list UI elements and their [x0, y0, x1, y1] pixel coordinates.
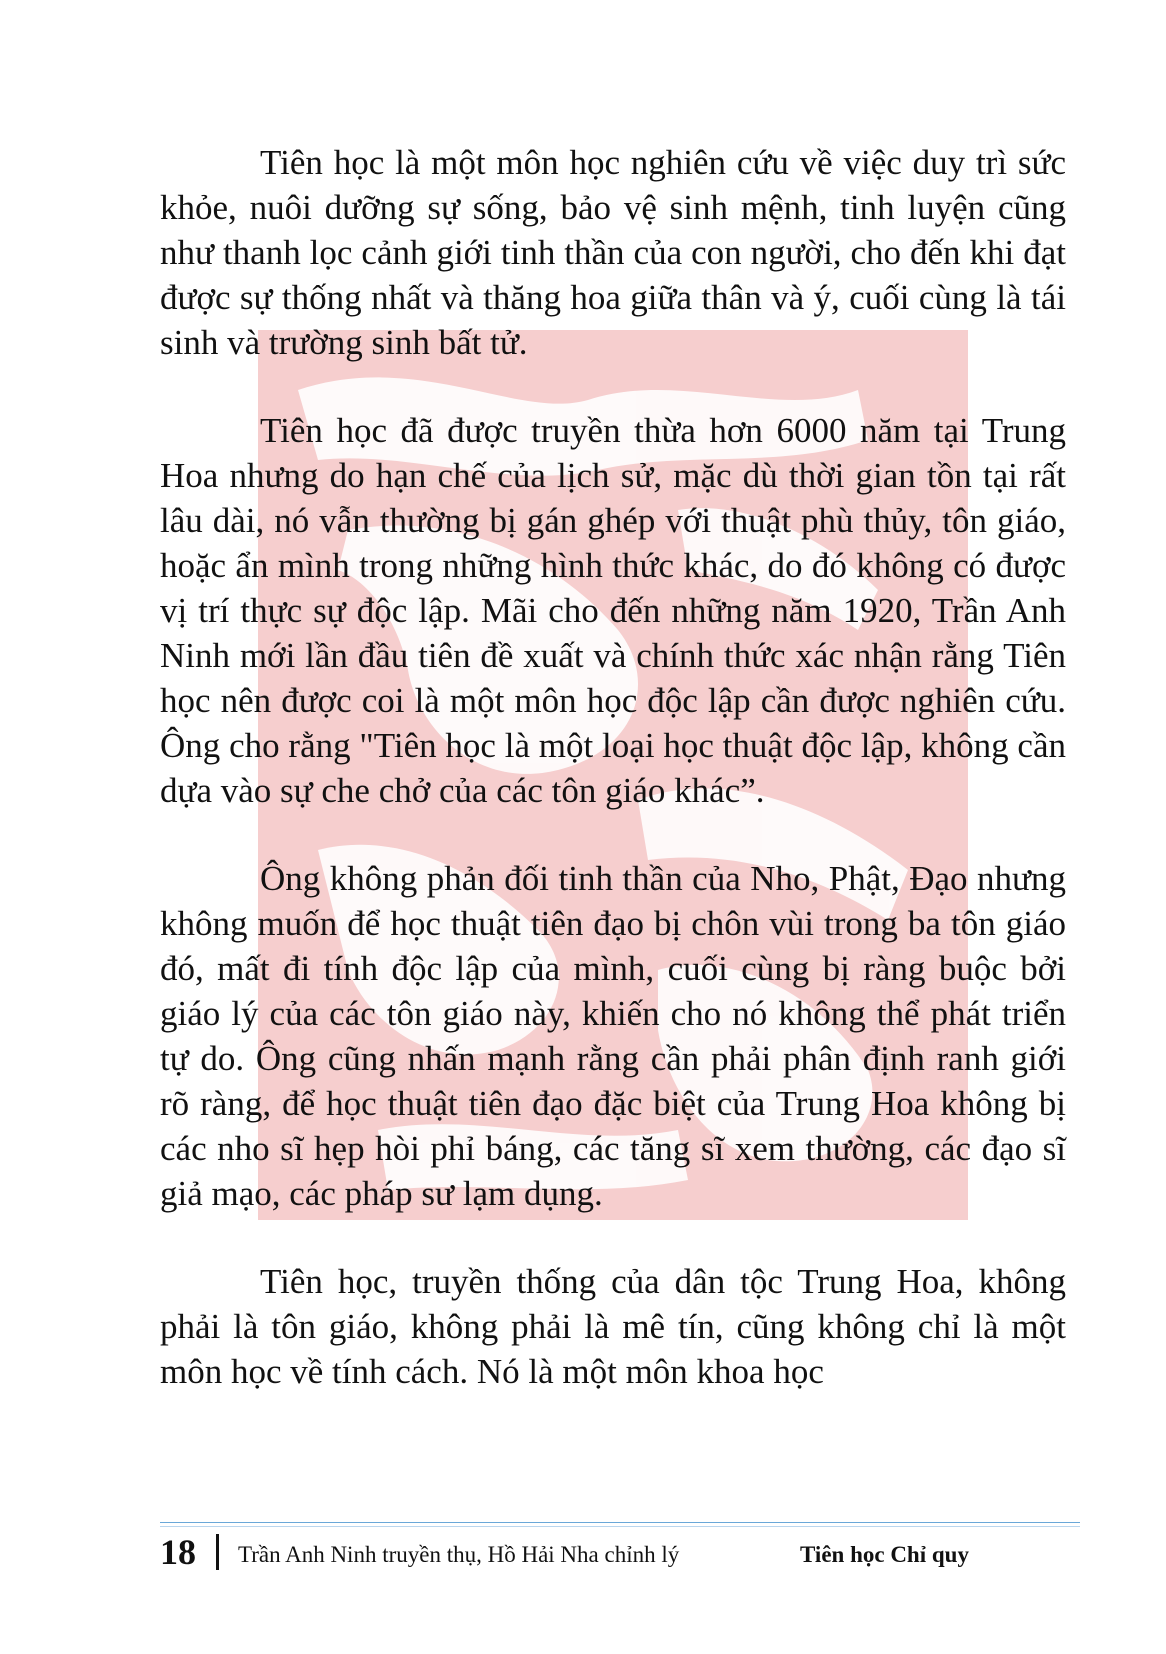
- footer-separator: [216, 1534, 219, 1570]
- main-text: [160, 140, 1066, 1437]
- paragraph: Tiên học là một môn học nghiên cứu về việc duy trì sức khỏe, nuôi dưỡng sự sống, bảo vệ sinh mệnh, tinh luyện cũng như thanh lọc cảnh giới tinh thần của con người, cho đến khi đạt được sự thống nhất và thăng hoa giữa thân và ý, cuối cùng là tái sinh và trường sinh bất tử.: [160, 143, 1066, 362]
- paragraph: Tiên học, truyền thống của dân tộc Trung Hoa, không phải là tôn giáo, không phải là mê tín, cũng không chỉ là một môn học về tính cách. Nó là một môn khoa học: [160, 1262, 1066, 1391]
- footer-credit: Trần Anh Ninh truyền thụ, Hồ Hải Nha chỉnh lý: [238, 1542, 680, 1567]
- footer-rule-secondary: [160, 1526, 1080, 1527]
- footer-book-title: Tiên học Chỉ quy: [800, 1542, 969, 1567]
- paragraph: Tiên học đã được truyền thừa hơn 6000 năm tại Trung Hoa nhưng do hạn chế của lịch sử, mặc dù thời gian tồn tại rất lâu dài, nó vẫn thường bị gán ghép với thuật phù thủy, tôn giáo, hoặc ẩn mình trong những hình thức khác, do đó không có được vị trí thực sự độc lập. Mãi cho đến những năm 1920, Trần Anh Ninh mới lần đầu tiên đề xuất và chính thức xác nhận rằng Tiên học nên được coi là một môn học độc lập cần được nghiên cứu. Ông cho rằng "Tiên học là một loại học thuật độc lập, không cần dựa vào sự che chở của các tôn giáo khác”.: [160, 411, 1066, 810]
- page-footer: [160, 1530, 1080, 1580]
- paragraph: Ông không phản đối tinh thần của Nho, Phật, Đạo nhưng không muốn để học thuật tiên đạo bị chôn vùi trong ba tôn giáo đó, mất đi tính độc lập của mình, cuối cùng bị ràng buộc bởi giáo lý của các tôn giáo này, khiến cho nó không thể phát triển tự do. Ông cũng nhấn mạnh rằng cần phải phân định ranh giới rõ ràng, để học thuật tiên đạo đặc biệt của Trung Hoa không bị các nho sĩ hẹp hòi phỉ báng, các tăng sĩ xem thường, các đạo sĩ giả mạo, các pháp sư lạm dụng.: [160, 859, 1066, 1213]
- page-number: 18: [160, 1532, 196, 1572]
- footer-rule: [160, 1522, 1080, 1523]
